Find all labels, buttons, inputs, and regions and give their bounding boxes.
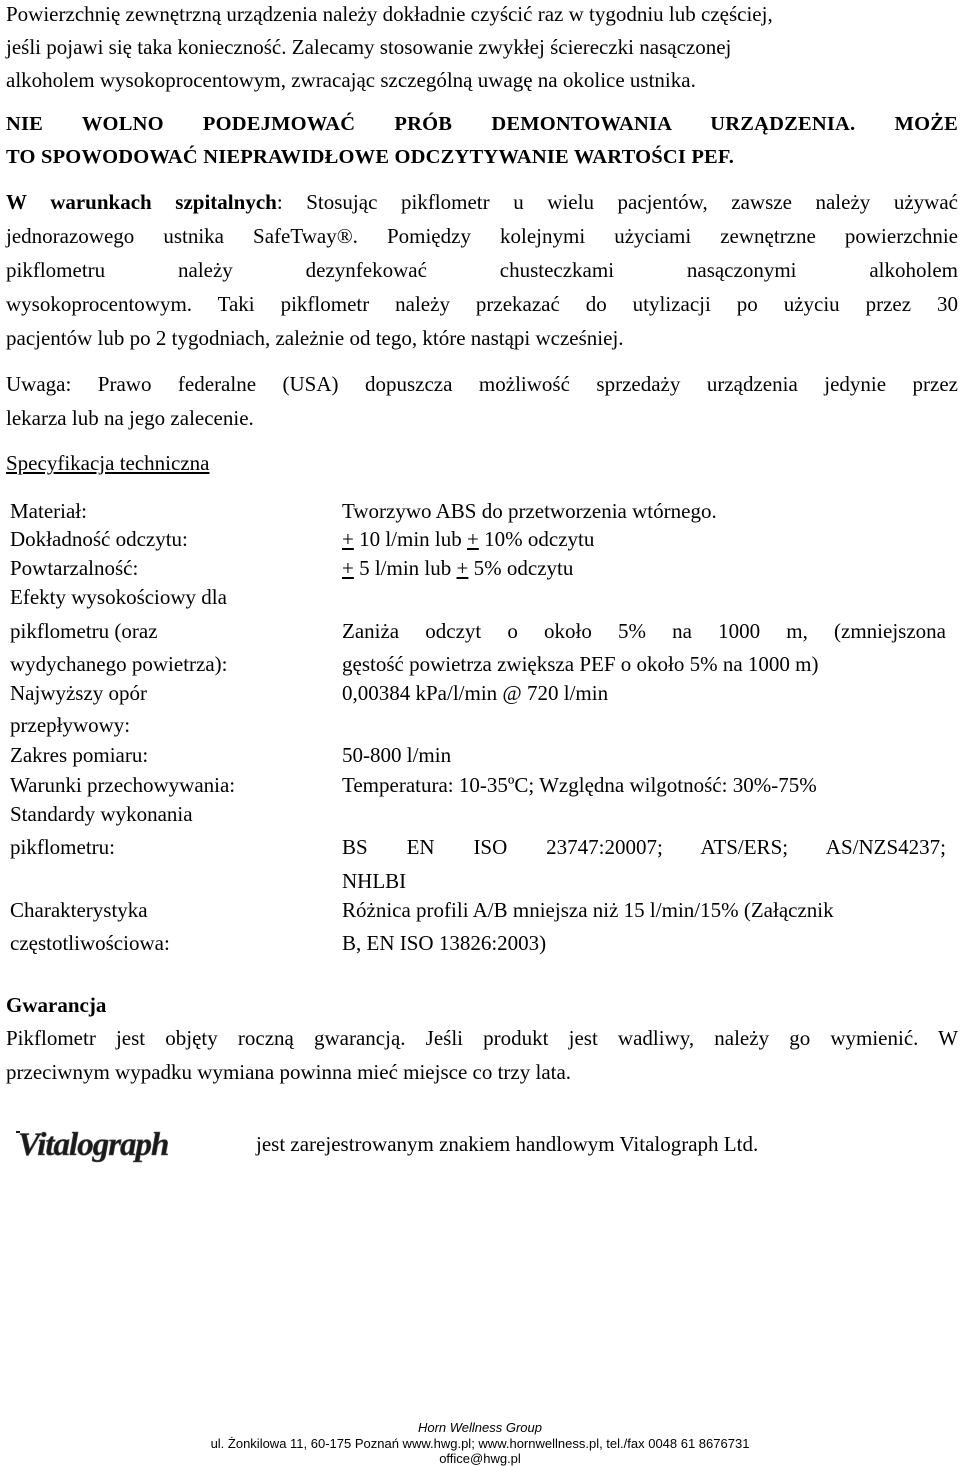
hospital-paragraph-line-3: pikflometru należy dezynfekować chusteczkami nasączonymi alkoholem bbox=[6, 258, 958, 282]
spec-heading: Specyfikacja techniczna bbox=[6, 451, 210, 475]
spec-value-frequency-2: B, EN ISO 13826:2003) bbox=[342, 931, 547, 955]
warranty-line-1: Pikflometr jest objęty roczną gwarancją. Jeśli produkt jest wadliwy, należy go wymienić. W bbox=[6, 1026, 958, 1050]
spec-value-altitude-2: gęstość powietrza zwiększa PEF o około 5% na 1000 m) bbox=[342, 652, 819, 676]
hospital-paragraph-line-4: wysokoprocentowym. Taki pikflometr należy przekazać do utylizacji po użyciu przez 30 bbox=[6, 292, 958, 316]
spec-label-standards-2: pikflometru: bbox=[10, 835, 115, 859]
spec-value-frequency-1: Różnica profili A/B mniejsza niż 15 l/min/15% (Załącznik bbox=[342, 898, 834, 922]
spec-value-resistance: 0,00384 kPa/l/min @ 720 l/min bbox=[342, 681, 609, 705]
spec-value-accuracy bbox=[342, 524, 946, 554]
federal-law-note-line-1: Uwaga: Prawo federalne (USA) dopuszcza możliwość sprzedaży urządzenia jedynie przez bbox=[6, 372, 958, 396]
spec-label-storage: Warunki przechowywania: bbox=[10, 773, 236, 797]
hospital-paragraph-line-1 bbox=[6, 186, 958, 219]
warranty-line-2: przeciwnym wypadku wymiana powinna mieć miejsce co trzy lata. bbox=[6, 1060, 572, 1084]
spec-value-altitude-1: Zaniża odczyt o około 5% na 1000 m, (zmniejszona bbox=[342, 619, 946, 643]
spec-label-range: Zakres pomiaru: bbox=[10, 743, 149, 767]
spec-value-standards-2: NHLBI bbox=[342, 869, 407, 893]
spec-label-frequency-2: częstotliwościowa: bbox=[10, 931, 170, 955]
spec-label-frequency-1: Charakterystyka bbox=[10, 898, 148, 922]
spec-label-standards-1: Standardy wykonania bbox=[10, 802, 193, 826]
trademark-text: jest zarejestrowanym znakiem handlowym Vitalograph Ltd. bbox=[256, 1132, 759, 1156]
warranty-heading: Gwarancja bbox=[6, 993, 107, 1017]
footer-email: office@hwg.pl bbox=[439, 1451, 521, 1466]
spec-label-resistance-1: Najwyższy opór bbox=[10, 681, 148, 705]
spec-label-material: Materiał: bbox=[10, 499, 87, 523]
logo-text: Vitalograph bbox=[18, 1127, 169, 1163]
plus-minus-sign: + bbox=[467, 527, 479, 551]
spec-value-material: Tworzywo ABS do przetworzenia wtórnego. bbox=[342, 499, 717, 523]
cleaning-paragraph-line-2: jeśli pojawi się taka konieczność. Zalecamy stosowanie zwykłej ściereczki nasączonej bbox=[6, 35, 732, 59]
spec-label-accuracy: Dokładność odczytu: bbox=[10, 527, 188, 551]
hospital-lead: W warunkach szpitalnych bbox=[6, 190, 277, 214]
footer-company: Horn Wellness Group bbox=[417, 1420, 543, 1435]
hospital-paragraph-line-5: pacjentów lub po 2 tygodniach, zależnie od tego, które nastąpi wcześniej. bbox=[6, 326, 624, 350]
accuracy-part-1: 10 l/min lub bbox=[353, 527, 468, 551]
repeat-part-2: 5% odczytu bbox=[468, 556, 574, 580]
spec-label-altitude-2: pikflometru (oraz bbox=[10, 619, 158, 643]
spec-value-storage: Temperatura: 10-35ºC; Względna wilgotność: 30%-75% bbox=[342, 773, 817, 797]
plus-minus-sign: + bbox=[342, 556, 354, 580]
repeat-part-1: 5 l/min lub bbox=[353, 556, 457, 580]
federal-law-note-line-2: lekarza lub na jego zalecenie. bbox=[6, 406, 254, 430]
hospital-paragraph-line-2: jednorazowego ustnika SafeTway®. Pomiędzy kolejnymi użyciami zewnętrzne powierzchnie bbox=[6, 224, 958, 248]
accuracy-part-2: 10% odczytu bbox=[478, 527, 595, 551]
spec-label-repeatability: Powtarzalność: bbox=[10, 556, 139, 580]
plus-minus-sign: + bbox=[456, 556, 469, 580]
plus-minus-sign: + bbox=[342, 527, 354, 551]
cleaning-paragraph-line-1: Powierzchnię zewnętrzną urządzenia należy dokładnie czyścić raz w tygodniu lub częściej, bbox=[6, 2, 773, 26]
spec-value-standards-1: BS EN ISO 23747:20007; ATS/ERS; AS/NZS4237; bbox=[342, 835, 946, 859]
vitalograph-logo bbox=[14, 1124, 218, 1164]
spec-label-altitude-1: Efekty wysokościowy dla bbox=[10, 585, 227, 609]
spec-value-repeatability bbox=[342, 553, 946, 583]
hospital-line-1-rest: : Stosując pikflometr u wielu pacjentów, zawsze należy używać bbox=[276, 190, 958, 214]
spec-label-altitude-3: wydychanego powietrza): bbox=[10, 652, 228, 676]
spec-label-resistance-2: przepływowy: bbox=[10, 713, 131, 737]
warning-line-2: TO SPOWODOWAĆ NIEPRAWIDŁOWE ODCZYTYWANIE WARTOŚCI PEF. bbox=[6, 146, 735, 168]
cleaning-paragraph-line-3: alkoholem wysokoprocentowym, zwracając szczególną uwagę na okolice ustnika. bbox=[6, 68, 696, 92]
spec-value-range: 50-800 l/min bbox=[342, 743, 452, 767]
footer-address: ul. Żonkilowa 11, 60-175 Poznań www.hwg.pl; www.hornwellness.pl, tel./fax 0048 61 8676731 bbox=[210, 1436, 750, 1451]
warning-line-1: NIE WOLNO PODEJMOWAĆ PRÓB DEMONTOWANIA URZĄDZENIA. MOŻE bbox=[6, 113, 958, 135]
